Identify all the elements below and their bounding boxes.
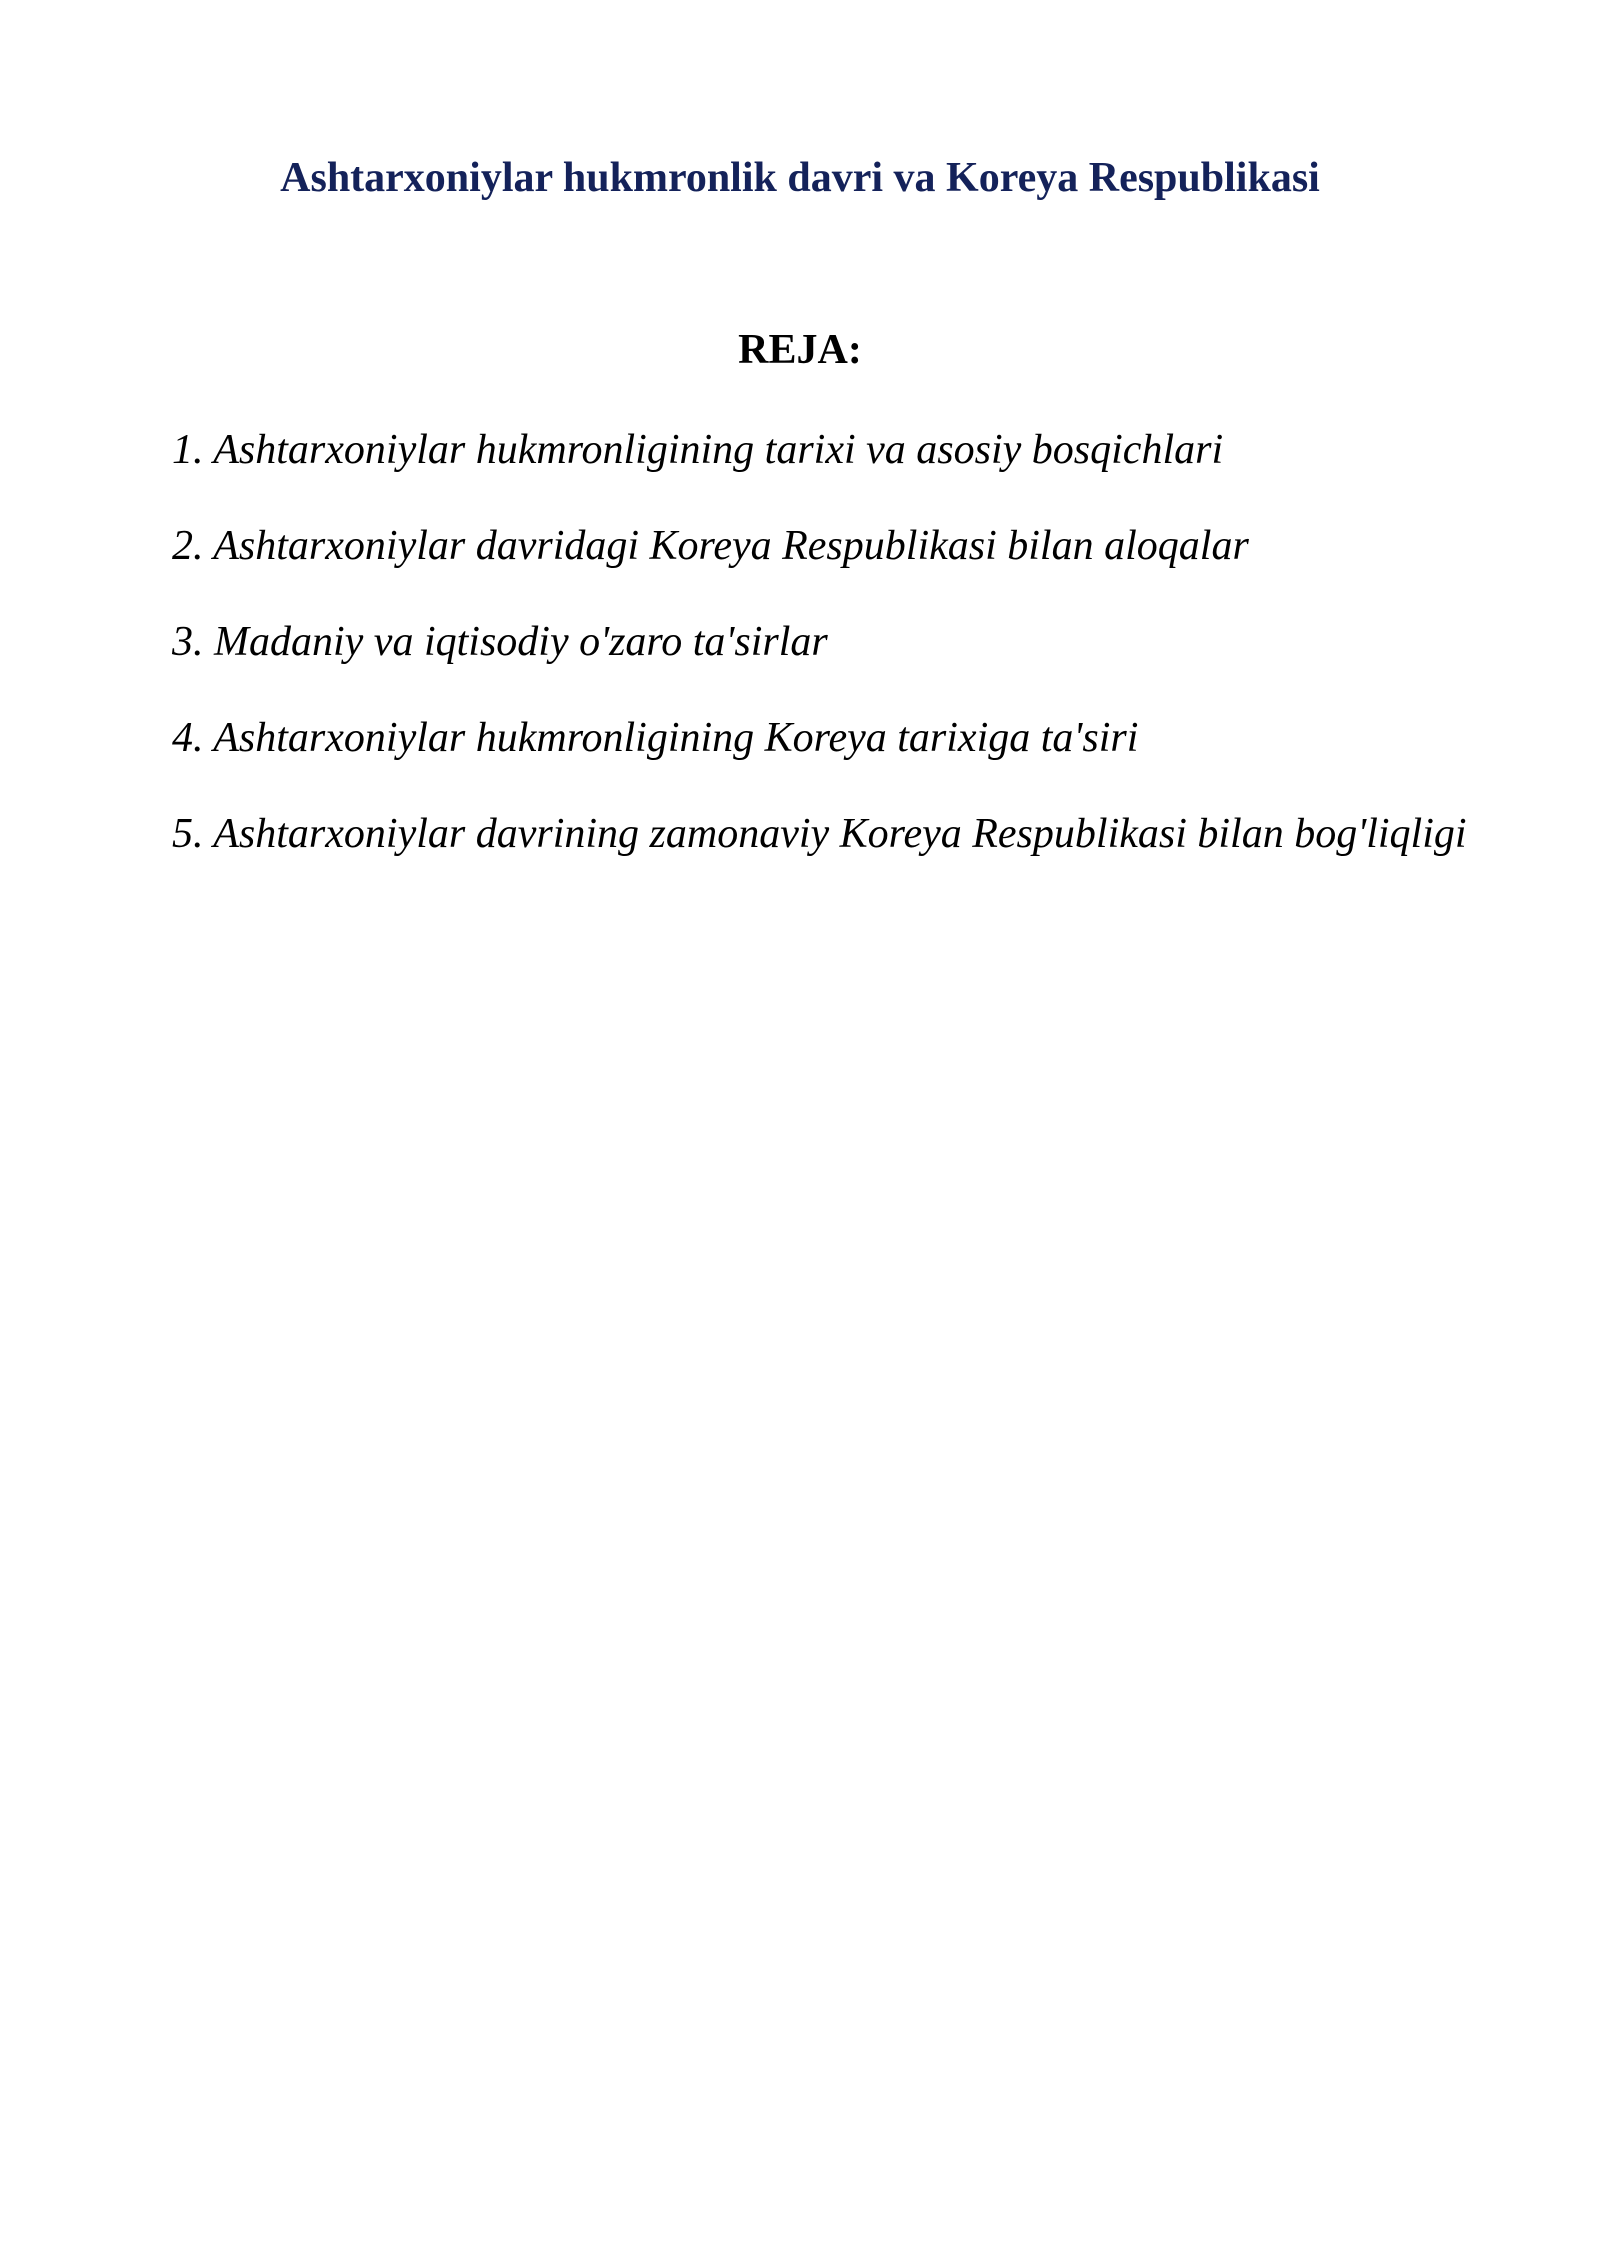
plan-item-4: 4. Ashtarxoniylar hukmronligining Koreya tarixiga ta'siri — [172, 715, 1139, 761]
document-title: Ashtarxoniylar hukmronlik davri va Koreya Respublikasi — [280, 155, 1320, 201]
plan-heading: REJA: — [738, 327, 862, 373]
plan-item-5: 5. Ashtarxoniylar davrining zamonaviy Koreya Respublikasi bilan bog'liqligi — [172, 811, 1467, 857]
plan-item-2: 2. Ashtarxoniylar davridagi Koreya Respublikasi bilan aloqalar — [172, 523, 1249, 569]
plan-item-1: 1. Ashtarxoniylar hukmronligining tarixi va asosiy bosqichlari — [172, 427, 1224, 473]
plan-item-3: 3. Madaniy va iqtisodiy o'zaro ta'sirlar — [172, 619, 828, 665]
plan-list — [172, 413, 1482, 893]
